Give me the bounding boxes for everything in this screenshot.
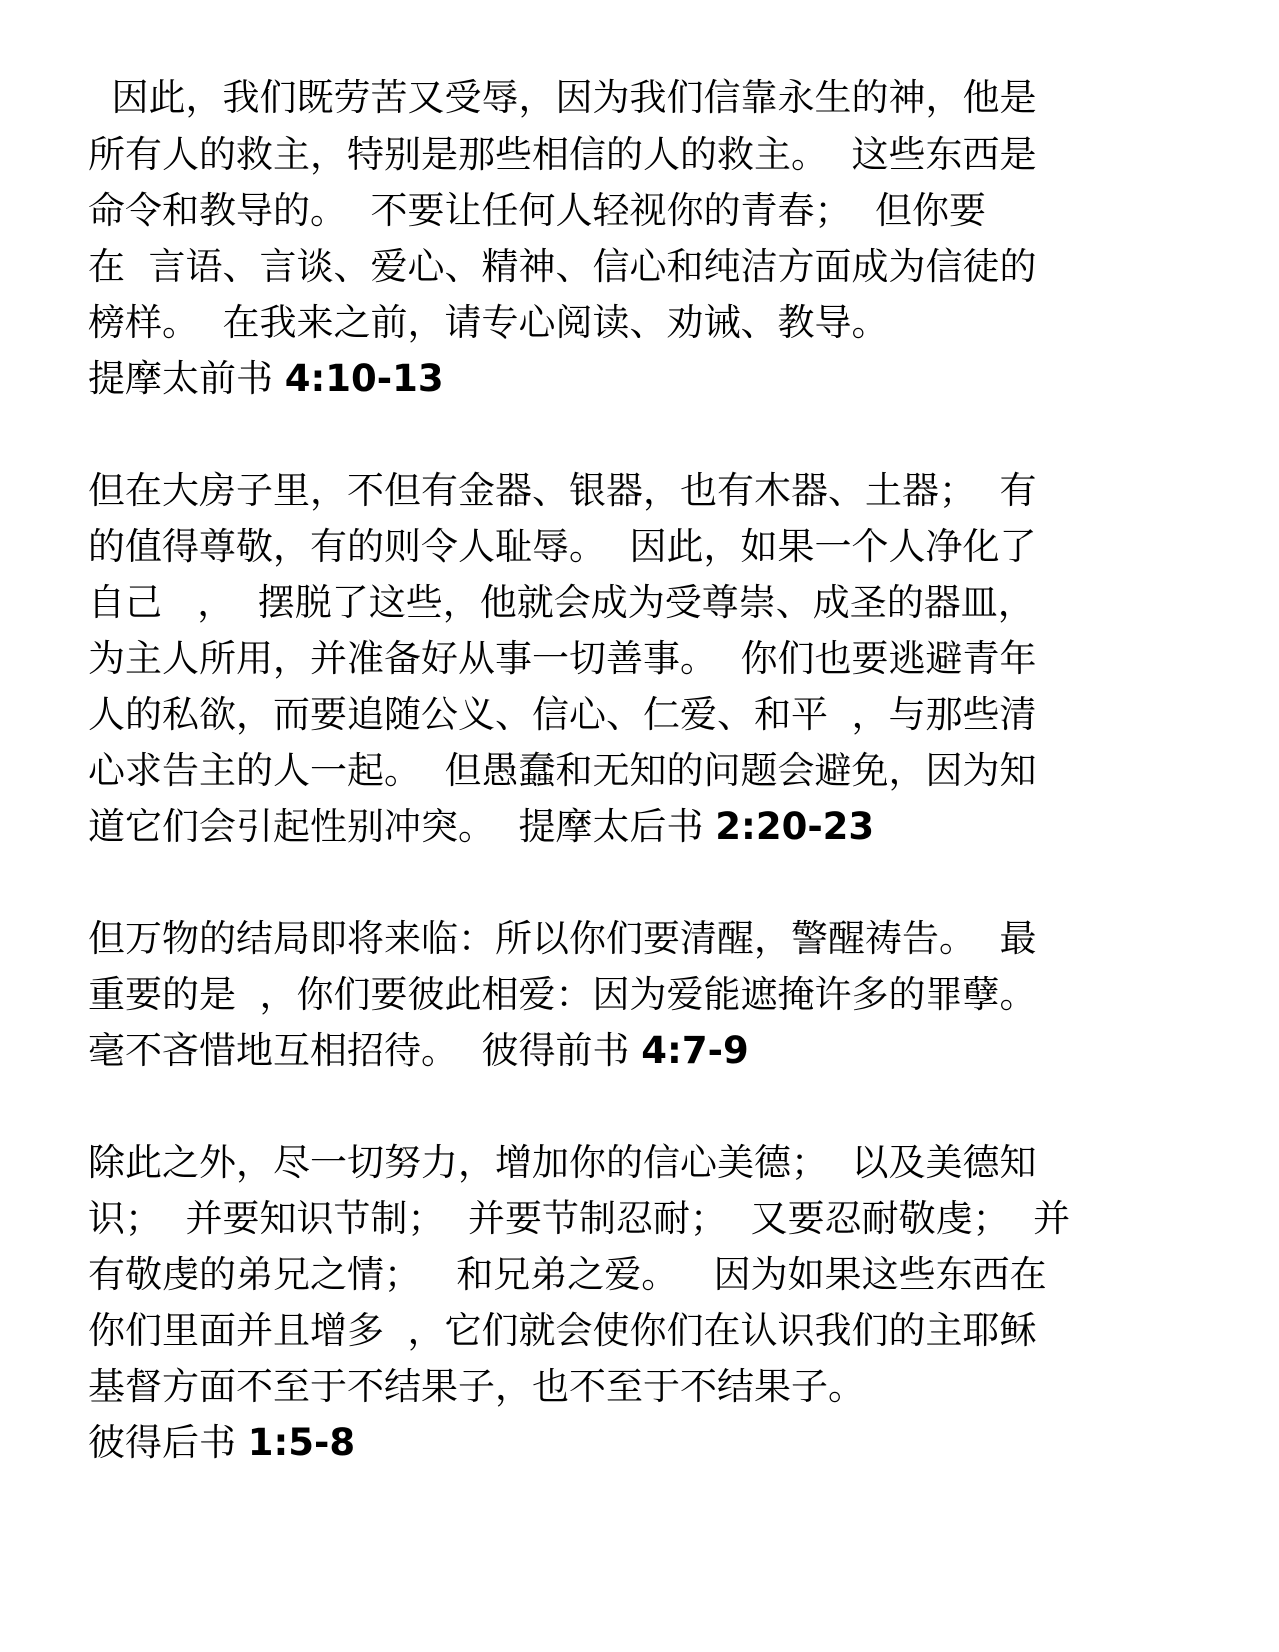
text-line: 有敬虔的弟兄之情； 和兄弟之爱。 因为如果这些东西在 [88, 1253, 1047, 1296]
reference-book: 彼得后书 [88, 1421, 248, 1464]
text-line: 重要的是 ，你们要彼此相爱：因为爱能遮掩许多的罪孽。 [88, 973, 1037, 1016]
text-line: 你们里面并且增多 ，它们就会使你们在认识我们的主耶稣 [88, 1309, 1037, 1352]
reference-verse: 4:10-13 [284, 357, 444, 400]
text-line: 但万物的结局即将来临：所以你们要清醒，警醒祷告。 最 [88, 917, 1037, 960]
text-line: 命令和教导的。 不要让任何人轻视你的青春； 但你要 [88, 189, 987, 232]
text-line: 因此，我们既劳苦又受辱，因为我们信靠永生的神，他是 [88, 76, 1037, 119]
reference-book: 提摩太前书 [88, 357, 285, 400]
text-line: 识； 并要知识节制； 并要节制忍耐； 又要忍耐敬虔； 并 [88, 1197, 1071, 1240]
scripture-reference [88, 1025, 749, 1077]
reference-verse: 2:20-23 [715, 805, 875, 848]
text-with-reference: 道它们会引起性别冲突。 提摩太后书 [88, 805, 716, 848]
text-line: 人的私欲，而要追随公义、信心、仁爱、和平 ，与那些清 [88, 693, 1037, 736]
text-with-reference: 毫不吝惜地互相招待。 彼得前书 [88, 1029, 642, 1072]
text-line: 所有人的救主，特别是那些相信的人的救主。 这些东西是 [88, 133, 1037, 176]
text-line: 自己 ， 摆脱了这些，他就会成为受尊崇、成圣的器皿， [88, 581, 1035, 624]
scripture-reference [88, 353, 444, 405]
reference-verse: 4:7-9 [641, 1029, 749, 1072]
text-line: 的值得尊敬，有的则令人耻辱。 因此，如果一个人净化了 [88, 525, 1037, 568]
scripture-reference [88, 1417, 355, 1469]
text-line: 但在大房子里，不但有金器、银器，也有木器、土器； 有 [88, 469, 1037, 512]
text-line: 除此之外，尽一切努力，增加你的信心美德； 以及美德知 [88, 1141, 1037, 1184]
text-line: 为主人所用，并准备好从事一切善事。 你们也要逃避青年 [88, 637, 1037, 680]
reference-verse: 1:5-8 [247, 1421, 356, 1464]
text-line: 基督方面不至于不结果子，也不至于不结果子。 [88, 1365, 865, 1408]
scripture-reference [88, 801, 874, 853]
text-line: 在 言语、言谈、爱心、精神、信心和纯洁方面成为信徒的 [88, 245, 1037, 288]
text-line: 心求告主的人一起。 但愚蠢和无知的问题会避免，因为知 [88, 749, 1037, 792]
text-line: 榜样。 在我来之前，请专心阅读、劝诫、教导。 [88, 301, 889, 344]
